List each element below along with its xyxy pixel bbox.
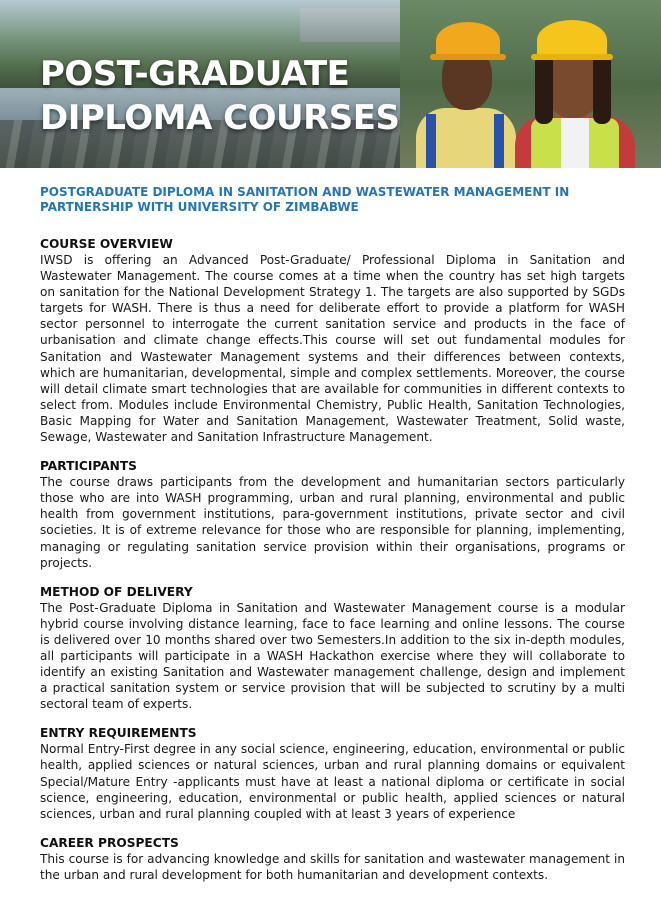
course-subheading: POSTGRADUATE DIPLOMA IN SANITATION AND WASTEWATER MANAGEMENT IN PARTNERSHIP WITH UNIVERSITY OF ZIMBABWE — [40, 185, 570, 214]
section-body: IWSD is offering an Advanced Post-Graduate/ Professional Diploma in Sanitation and Wastewater Management. The course comes at a time when the country has set high targets on sanitation for the National Development Strategy 1. The targets are also supported by SGDs targets for WASH. There is thus a need for deliberate effort to provide a platform for WASH sector personnel to interrogate the current sanitation service and products in the face of urbanisation and climate change effects.This course will set out fundamental modules for Sanitation and Wastewater Management systems and their differences between contexts, which are humanitarian, developmental, simple and complex settlements. Moreover, the course will detail climate smart technologies that are available for communities in different contexts to select from. Modules include Environmental Chemistry, Public Health, Sanitation Technologies, Basic Mapping for Water and Sanitation Management, Wastewater Treatment, Solid waste, Sewage, Wastewater and Sanitation Infrastructure Management. — [40, 253, 625, 445]
title-line-2: DIPLOMA COURSES — [40, 98, 400, 138]
title-line-1: POST-GRADUATE — [40, 54, 350, 94]
section-heading: PARTICIPANTS — [40, 459, 137, 474]
main-content — [40, 185, 625, 897]
worker-female-photo — [505, 14, 645, 168]
section-body: This course is for advancing knowledge and skills for sanitation and wastewater management in the urban and rural development for both humanitarian and development contexts. — [40, 851, 625, 882]
section-heading: CAREER PROSPECTS — [40, 835, 179, 850]
page-title — [40, 52, 399, 140]
section-heading: COURSE OVERVIEW — [40, 237, 173, 251]
section-career-prospects — [40, 836, 625, 883]
dam-image — [300, 8, 410, 42]
header-banner — [0, 0, 661, 168]
section-entry-requirements — [40, 726, 625, 821]
section-body: The course draws participants from the development and humanitarian sectors particularly those who are into WASH programming, urban and rural planning, environmental and public health from government institutions, para-government institutions, private sector and civil societies. It is of extreme relevance for those who are responsible for planning, implementing, managing or regulating sanitation service provision within their organisations, programs or projects. — [40, 475, 625, 570]
section-method-of-delivery — [40, 585, 625, 713]
section-heading: METHOD OF DELIVERY — [40, 584, 193, 599]
section-heading: ENTRY REQUIREMENTS — [40, 726, 197, 741]
section-course-overview — [40, 237, 625, 445]
section-body: Normal Entry-First degree in any social science, engineering, education, environmental or public health, applied sciences or natural sciences, urban and rural planning domains or equivalent Special/Mature Entry -applicants must have at least a national diploma or certificate in social science, engineering, education, environmental or public health, applied sciences or natural sciences, urban and rural planning coupled with at least 3 years of experience — [40, 742, 625, 821]
section-body: The Post-Graduate Diploma in Sanitation and Wastewater Management course is a modular hybrid course involving distance learning, face to face learning and online lessons. The course is delivered over 10 months shared over two Semesters.In addition to the six in-depth modules, all participants will participate in a WASH Hackathon exercise where they will collaborate to identify an existing Sanitation and Wastewater management challenge, design and implement a practical sanitation system or service provision that will be subjected to scrutiny by a multi sectoral team of experts. — [40, 600, 625, 712]
section-participants — [40, 459, 625, 571]
